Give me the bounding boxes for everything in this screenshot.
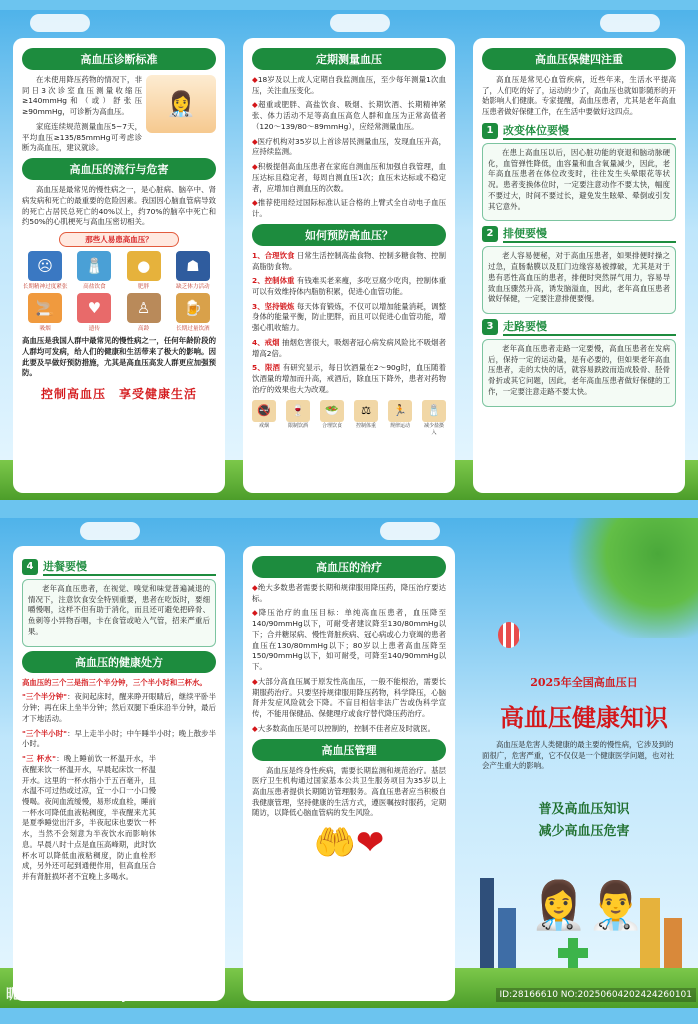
doctor-illustration: 👩‍⚕️ — [146, 75, 216, 133]
treatment-bullet: ◆降压治疗的血压目标：单纯高血压患者，血压降至140/90mmHg以下，可耐受者建议降至130/80mmHg以下；合并糖尿病、慢性肾脏疾病、冠心病或心力衰竭的患者血压在130/80mmHg以下；80岁以上患者高血压降至150/90mmHg以下，如可耐受，可降至140/90mmHg以下。 — [252, 608, 446, 672]
panel-eating-prescription — [13, 546, 225, 1001]
cover-slogan-2: 减少高血压危害 — [538, 824, 630, 839]
care-heading-4: 4 进餐要慢 — [22, 558, 216, 576]
treatment-bullet: ◆大多数高血压是可以控制的，控制不佳者应及时就医。 — [252, 723, 436, 733]
section-title-prescription: 高血压的健康处方 — [22, 651, 216, 673]
limit-alcohol-icon: 🍷 — [286, 400, 310, 422]
section-title-epidemic: 高血压的流行与危害 — [22, 158, 216, 180]
prevent-item: 5、限酒 有研究显示，每日饮酒量在2～90g时，血压随着饮酒量的增加而升高，戒酒后，除血压下降外，患者对药物治疗的效果也大为改观。 — [252, 363, 446, 394]
exercise-icon: 🏃 — [388, 400, 412, 422]
cloud-decor — [80, 522, 140, 540]
brochure-outside-sheet — [0, 518, 698, 1008]
heredity-icon: ♥ — [77, 293, 111, 323]
salt-icon: 🧂 — [77, 251, 111, 281]
smoking-icon: 🚬 — [28, 293, 62, 323]
care-heading-1: 1 改变体位要慢 — [482, 122, 676, 140]
cover-slogan-1: 普及高血压知识 — [538, 802, 630, 817]
balloon-icon — [498, 622, 520, 648]
cloud-decor — [380, 522, 440, 540]
brochure-inside-sheet — [0, 10, 698, 500]
measure-bullet: ◆超重或肥胖、高盐饮食、吸烟、长期饮酒、长期精神紧张、体力活动不足等高血压高危人群和血压为正常高值者（120～139/80～89mmHg），应经常测量血压。 — [252, 100, 446, 131]
panel-diagnosis — [13, 38, 225, 493]
risk-item: 🍺 长期过量饮酒 — [170, 293, 216, 332]
heart-hands-illustration: 🤲❤ — [313, 823, 385, 864]
care-heading-3: 3 走路要慢 — [482, 318, 676, 336]
no-smoking-icon: 🚭 — [252, 400, 276, 422]
epidemic-text: 高血压是最常见的慢性病之一，是心脏病、脑卒中、肾病发病和死亡的最重要的危险因素。我国因心脑血管病导致的死亡占居民总死亡的40%以上，约70%的脑卒中死亡和约50%的心肌梗死与高血压密切相关。 — [22, 185, 216, 227]
panel-treatment — [243, 546, 455, 1001]
obesity-icon: ● — [127, 251, 161, 281]
cover-intro: 高血压是危害人类健康的最主要的慢性病，它涉及到的面很广，危害严重，它不仅仅是一个健康医学问题，也对社会产生重大的影响。 — [482, 740, 675, 771]
prevent-item: 1、合理饮食 日常生活控制高盐食物、控制多糖食物、控制高脂肪食物。 — [252, 250, 446, 271]
cover-main-title: 高血压健康知识 — [500, 703, 668, 732]
medical-cross-icon — [558, 938, 588, 968]
treatment-bullet: ◆大部分高血压属于原发性高血压，一般不能根治，需要长期服药治疗。只要坚持规律服用降压药物，科学降压，心脑肾并发症风险就会下降。不盲目相信非法广告或伪科学宣传，不能用保健品、保健理疗或食疗替代降压药治疗。 — [252, 676, 446, 719]
strip-item: 🍷 限制饮酒 — [286, 400, 310, 436]
strip-item: 🚭 戒烟 — [252, 400, 276, 436]
section-title-measure: 定期测量血压 — [252, 48, 446, 70]
prevent-item: 2、控制体重 有钱难买老来瘦，多吃豆腐少吃肉，控制体重可以有效维持体内脂肪积累，促进心血管功能。 — [252, 276, 446, 297]
care-heading-2: 2 排便要慢 — [482, 225, 676, 243]
prescription-item: "三 杯水"：晚上睡前饮一杯温开水，半夜醒来饮一杯温开水，早晨起床饮一杯温开水。这里的一杯水指小于五百毫升，且水温不可过热或过凉，宜一小口一小口慢慢喝。夜间血流缓慢，易形成血栓，睡前一杯水可降低血液粘稠度，半夜醒来尤其是夏季睡觉出汗多，半夜起床也要饮一杯水，当然不会刻意为半夜饮水而影响休息。早晨八时十点是血压高峰期，此时饮杯水可以降低血液粘稠度，防止血栓形成，另外还可起到通便作用，但高血压合并有肾脏损坏者不宜晚上多喝水。 — [22, 754, 156, 882]
three-threes-summary: 高血压的三个三是指三个半分钟，三个半小时和三杯水。 — [22, 677, 207, 687]
cover-event-title: 2025年全国高血压日 — [530, 676, 638, 689]
four-cares-intro: 高血压是常见心血管疾病，近些年来，生活水平提高了，人们吃的好了，运动的少了，高血压也就如影随形的开始影响人们健康。专家提醒，高血压患者，尤其是老年高血压患者做好保健工作，在生活中要做好这四点。 — [482, 75, 676, 117]
management-text: 高血压是终身性疾病，需要长期监测和规范治疗。基层医疗卫生机构通过国家基本公共卫生服务项目为35岁以上高血压患者提供长期随访管理服务。高血压患者应当积极自我健康管理，坚持健康的生活方式，遵医嘱按时服药，定期随访，以降低心脑血管病的发生风险。 — [252, 765, 446, 818]
stress-icon: ☹ — [28, 251, 62, 281]
measure-bullet: ◆积极提倡高血压患者在家庭自测血压和加强自我管理，血压达标且稳定者，每周自测血压1次；血压未达标或不稳定者，应增加自测血压的次数。 — [252, 162, 446, 193]
nurse-doctor-illustration: 👩‍⚕️👨‍⚕️ — [530, 878, 645, 932]
section-title-diagnosis: 高血压诊断标准 — [22, 48, 216, 70]
measure-bullet: ◆推荐使用经过国际标准认证合格的上臂式全自动电子血压计。 — [252, 198, 446, 219]
strip-item: ⚖ 控制体重 — [354, 400, 378, 436]
risk-item: ♥ 遗传 — [71, 293, 117, 332]
risk-group-banner: 那些人易患高血压？ — [59, 232, 179, 247]
cloud-decor — [30, 14, 90, 32]
cloud-decor — [600, 14, 660, 32]
diagnosis-text: 在未使用降压药物的情况下，非同日3次诊室血压测量收缩压≥140mmHg和（或）舒张压≥90mmHg，可诊断为高血压。 — [22, 75, 142, 117]
risk-item: ☗ 缺乏体力活动 — [170, 251, 216, 290]
strip-item: 🥗 合理饮食 — [320, 400, 344, 436]
section-title-four-cares: 高血压保健四注重 — [482, 48, 676, 70]
care-box-1: 在患上高血压以后，因心脏功能的衰退和脑动脉硬化，血管弹性降低，血容量和血含氧量减少，因此，老年高血压患者在体位改变时，往往发生头晕眼花等状况。患者变换体位时，一定要注意动作不要太快，幅度不要过大，时间不要过长，避免发生眩晕、晕倒或引发其它意外。 — [482, 143, 676, 221]
strip-item: 🏃 规律运动 — [388, 400, 412, 436]
home-measure-text: 家庭连续规范测量血压5~7天，平均血压≥135/85mmHg可考虑诊断为高血压，建议就诊。 — [22, 121, 142, 153]
site-watermark: 昵图网 www.nipic.com — [6, 987, 189, 1003]
risk-item: 🚬 吸烟 — [22, 293, 68, 332]
risk-factor-grid — [22, 251, 216, 332]
measure-bullet: ◆医疗机构对35岁以上首诊居民测量血压，发现血压升高，应持续监测。 — [252, 136, 446, 157]
care-box-2: 老人容易便秘，对于高血压患者，如果排便时操之过急，直肠黏膜以及肛门边缘容易被撑破，尤其是对于患有恶性高血压的患者，排便时突然屏气用力，容易导致血压骤然升高，诱发脑溢血，因此，老年高血压患者做好保健，一定要注意排便要慢。 — [482, 246, 676, 314]
less-salt-icon: 🧂 — [422, 400, 446, 422]
section-title-prevent: 如何预防高血压？ — [252, 224, 446, 246]
tree-leaves-decor — [560, 518, 698, 638]
inactivity-icon: ☗ — [176, 251, 210, 281]
risk-item: ● 肥胖 — [121, 251, 167, 290]
risk-item: ☹ 长期精神过度紧张 — [22, 251, 68, 290]
risk-item: 🧂 高盐饮食 — [71, 251, 117, 290]
prevent-icon-strip — [252, 400, 446, 436]
alcohol-icon: 🍺 — [176, 293, 210, 323]
section-title-treatment: 高血压的治疗 — [252, 556, 446, 578]
risk-item: ♙ 高龄 — [121, 293, 167, 332]
measure-bullet: ◆18岁及以上成人定期自我监测血压，至少每年测量1次血压，关注血压变化。 — [252, 75, 447, 95]
panel-four-cares — [473, 38, 685, 493]
prevent-item: 3、坚持锻炼 每天体育锻炼，不仅可以增加能量消耗，调整身体的能量平衡，防止肥胖，而且可以促进心血管功能，增强心肌收缩力。 — [252, 301, 446, 333]
panel-measure-prevent — [243, 38, 455, 493]
prevent-item: 4、戒烟 抽烟危害很大，吸烟者冠心病发病风险比不吸烟者增高2倍。 — [252, 337, 446, 358]
diet-icon: 🥗 — [320, 400, 344, 422]
image-id-tag: ID:28166610 NO:20250604202424260101 — [496, 988, 697, 1002]
treatment-bullet: ◆绝大多数患者需要长期和规律服用降压药，降压治疗要达标。 — [252, 583, 446, 603]
weight-icon: ⚖ — [354, 400, 378, 422]
section-title-management: 高血压管理 — [252, 739, 446, 761]
elderly-icon: ♙ — [127, 293, 161, 323]
care-box-4: 老年高血压患者，在视觉、嗅觉和味觉普遍减退的情况下，注意饮食安全特别重要，患者在吃饭时，要细嚼慢咽，这样不但有助于消化，而且还可避免把碎骨、鱼刺等小异物吞咽，卡在食管或呛入气管，招来严重后果。 — [22, 579, 216, 647]
care-box-3: 老年高血压患者走路一定要慢，高血压患者在发病后，保持一定的运动量，是有必要的，但如果老年高血压患者，走的太快的话，就容易跌跤而造成股骨、胫骨骨折或其它问题，因此，老年高血压患者做好保健的工作，一定要注意走路不要太快。 — [482, 339, 676, 407]
prescription-item: "三个半小时"：早上走半小时；中午睡半小时；晚上散步半小时。 — [22, 728, 216, 749]
cloud-decor — [330, 14, 390, 32]
prescription-item: "三个半分钟"：夜间起床时，醒来睁开眼睛后，继续平卧半分钟；再在床上坐半分钟；然后双腿下垂床沿半分钟，最后才下地活动。 — [22, 692, 216, 723]
slogan: 控制高血压 享受健康生活 — [40, 387, 197, 402]
strip-item: 🧂 减少盐摄入 — [422, 400, 446, 436]
prevention-summary: 高血压是我国人群中最常见的慢性病之一，任何年龄阶段的人群均可发病，给人们的健康和生活带来了极大的影响。因此要及早做好预防措施，尤其是高血压高发人群更应加强预防。 — [22, 336, 216, 378]
